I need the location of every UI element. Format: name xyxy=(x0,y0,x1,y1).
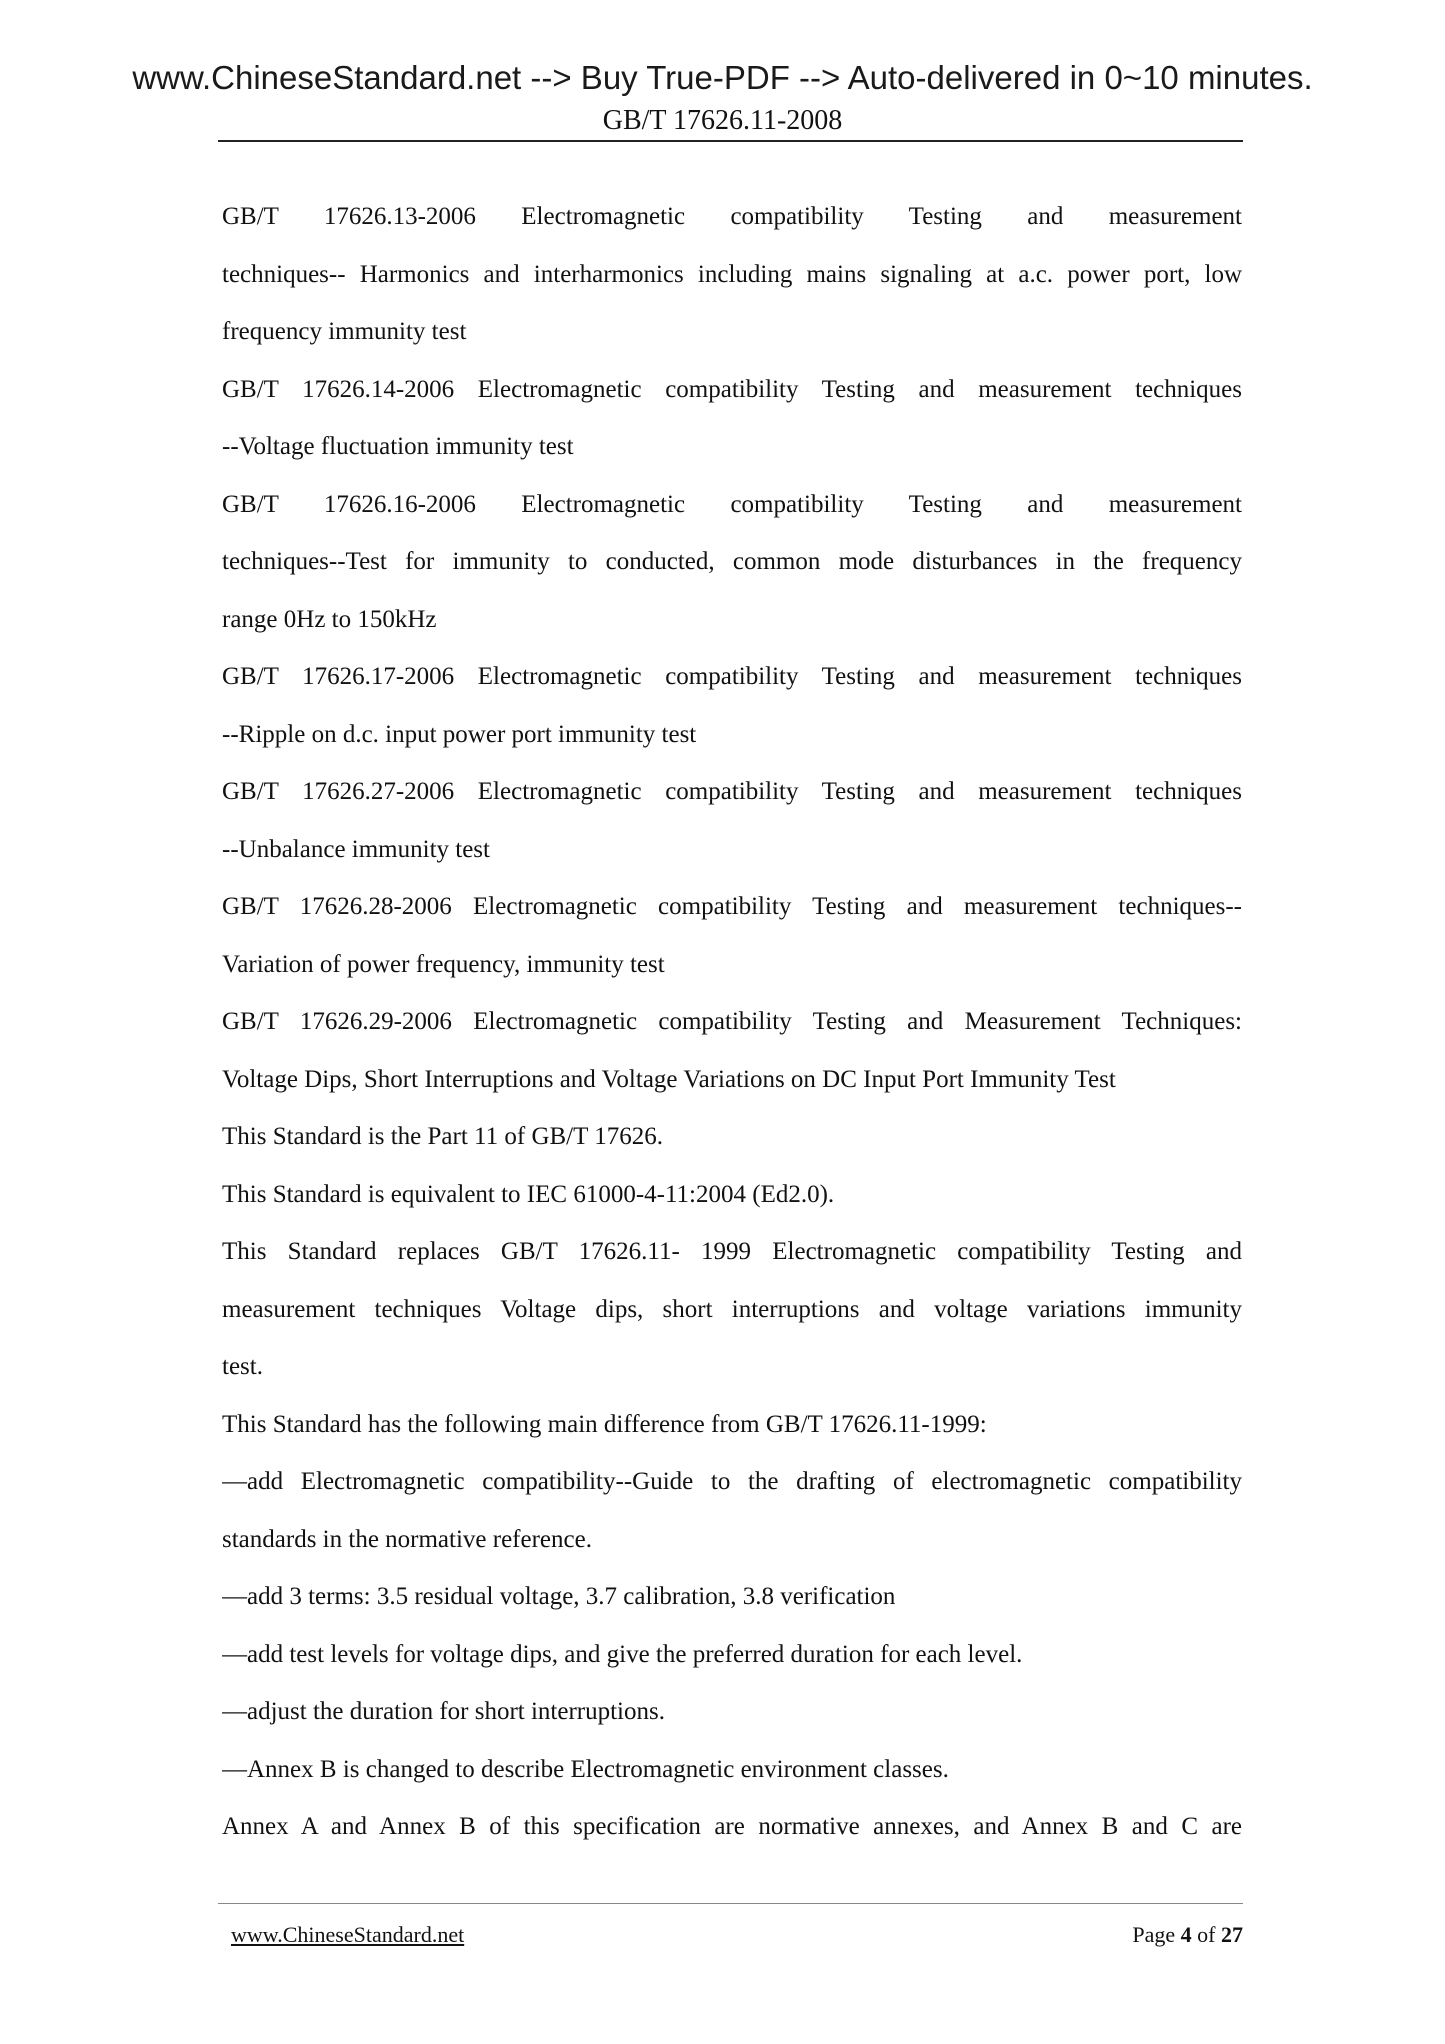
page-total: 27 xyxy=(1221,1922,1243,1947)
page-prefix: Page xyxy=(1132,1922,1176,1947)
text-line: GB/T 17626.17-2006 Electromagnetic compatibility Testing and measurement techniques xyxy=(222,663,1242,690)
text-line: Voltage Dips, Short Interruptions and Voltage Variations on DC Input Port Immunity Test xyxy=(222,1065,1116,1093)
text-line: GB/T 17626.13-2006 Electromagnetic compatibility Testing and measurement xyxy=(222,203,1242,230)
text-line: Annex A and Annex B of this specification are normative annexes, and Annex B and C are xyxy=(222,1813,1242,1840)
top-banner[interactable]: www.ChineseStandard.net --> Buy True-PDF --> Auto-delivered in 0~10 minutes. xyxy=(132,59,1313,96)
footer-divider xyxy=(218,1903,1243,1904)
page-current: 4 xyxy=(1180,1922,1192,1947)
text-line: GB/T 17626.16-2006 Electromagnetic compatibility Testing and measurement xyxy=(222,490,1242,518)
text-line: Variation of power frequency, immunity test xyxy=(222,950,665,978)
text-line: GB/T 17626.14-2006 Electromagnetic compatibility Testing and measurement techniques xyxy=(222,375,1242,403)
text-line: range 0Hz to 150kHz xyxy=(222,605,437,633)
footer-website-link[interactable]: www.ChineseStandard.net xyxy=(231,1922,465,1947)
page-indicator xyxy=(1132,1922,1243,1948)
text-line: —add Electromagnetic compatibility--Guide to the drafting of electromagnetic compatibility xyxy=(222,1468,1242,1495)
text-line: techniques--Test for immunity to conducted, common mode disturbances in the frequency xyxy=(222,548,1242,575)
standard-code-header: GB/T 17626.11-2008 xyxy=(602,105,843,136)
text-line: GB/T 17626.29-2006 Electromagnetic compatibility Testing and Measurement Techniques: xyxy=(222,1008,1242,1035)
text-line: —adjust the duration for short interruptions. xyxy=(222,1698,665,1725)
text-line: —Annex B is changed to describe Electromagnetic environment classes. xyxy=(222,1755,949,1783)
text-line: techniques-- Harmonics and interharmonics including mains signaling at a.c. power port, low xyxy=(222,260,1242,288)
text-line: —add 3 terms: 3.5 residual voltage, 3.7 calibration, 3.8 verification xyxy=(222,1583,896,1610)
text-line: --Unbalance immunity test xyxy=(222,835,490,863)
text-line: --Ripple on d.c. input power port immunity test xyxy=(222,720,697,748)
text-line: GB/T 17626.28-2006 Electromagnetic compatibility Testing and measurement techniques-- xyxy=(222,893,1242,920)
document-body xyxy=(222,188,1242,1856)
text-line: This Standard has the following main difference from GB/T 17626.11-1999: xyxy=(222,1410,987,1438)
text-line: GB/T 17626.27-2006 Electromagnetic compatibility Testing and measurement techniques xyxy=(222,778,1242,805)
text-line: This Standard is equivalent to IEC 61000-4-11:2004 (Ed2.0). xyxy=(222,1180,835,1208)
text-line: test. xyxy=(222,1353,263,1380)
text-line: This Standard is the Part 11 of GB/T 17626. xyxy=(222,1123,663,1150)
page-of: of xyxy=(1197,1922,1216,1947)
text-line: frequency immunity test xyxy=(222,318,467,345)
text-line: --Voltage fluctuation immunity test xyxy=(222,433,574,460)
text-line: standards in the normative reference. xyxy=(222,1525,592,1553)
header-divider xyxy=(218,140,1243,142)
text-line: measurement techniques Voltage dips, short interruptions and voltage variations immunity xyxy=(222,1295,1242,1323)
text-line: This Standard replaces GB/T 17626.11- 1999 Electromagnetic compatibility Testing and xyxy=(222,1238,1242,1265)
text-line: —add test levels for voltage dips, and give the preferred duration for each level. xyxy=(222,1640,1023,1668)
